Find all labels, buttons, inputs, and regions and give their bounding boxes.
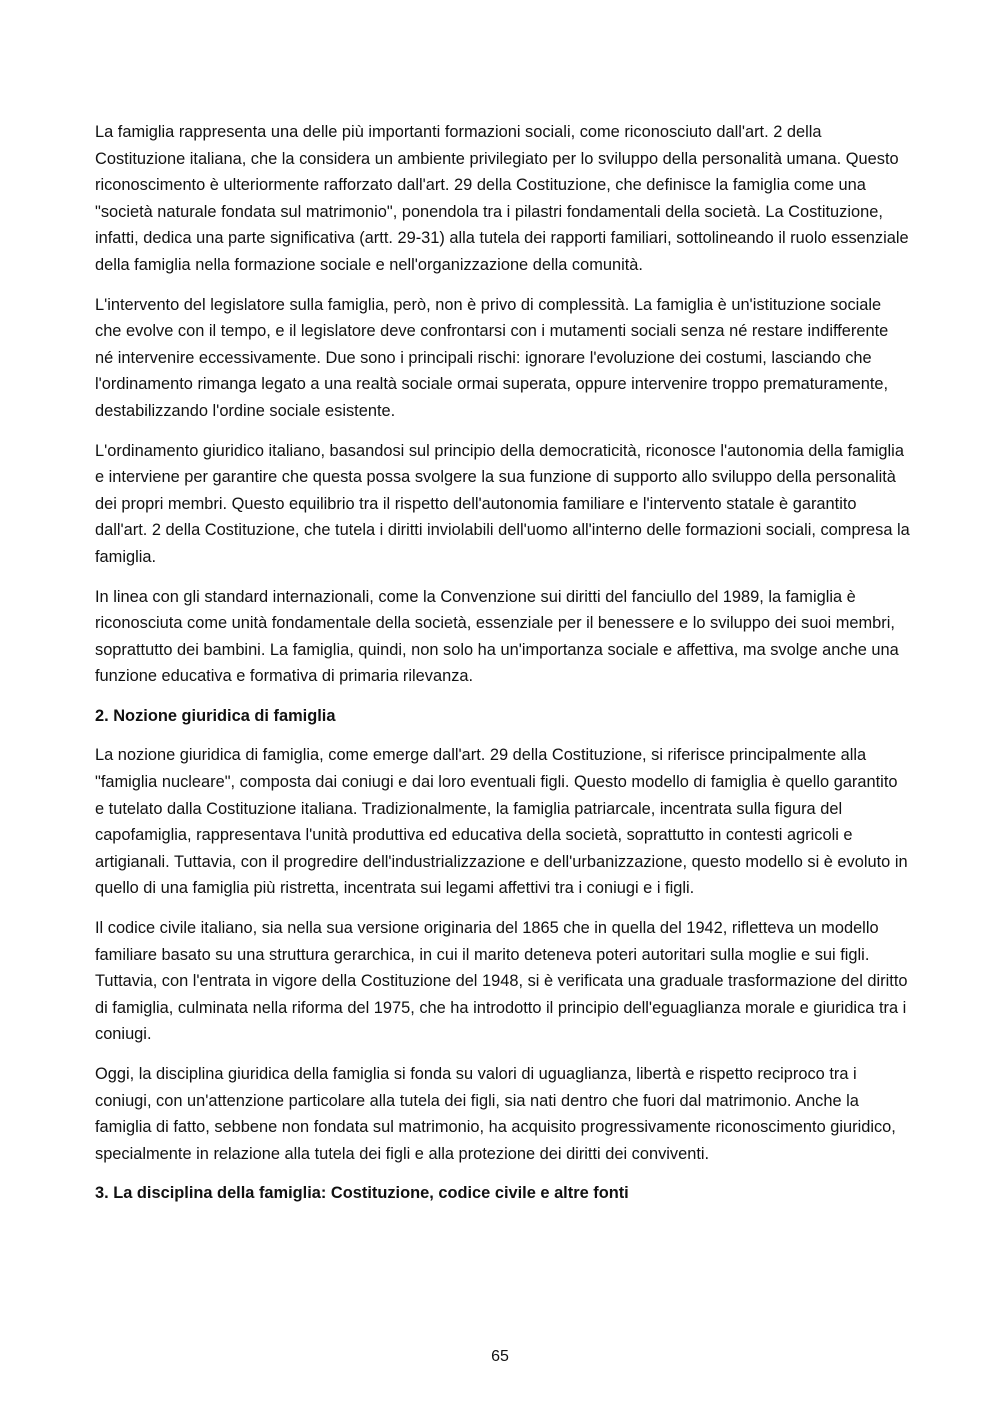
section-2-heading: 2. Nozione giuridica di famiglia	[95, 706, 336, 725]
document-body	[95, 119, 910, 1220]
intro-paragraph-3: L'ordinamento giuridico italiano, basandosi sul principio della democraticità, riconosce l'autonomia della famiglia e interviene per garantire che questa possa svolgere la sua funzione di supporto allo sviluppo della personalità dei propri membri. Questo equilibrio tra il rispetto dell'autonomia familiare e l'intervento statale è garantito dall'art. 2 della Costituzione, che tutela i diritti inviolabili dell'uomo all'interno delle formazioni sociali, compresa la famiglia.	[95, 441, 910, 566]
intro-paragraph-1: La famiglia rappresenta una delle più importanti formazioni sociali, come riconosciuto dall'art. 2 della Costituzione italiana, che la considera un ambiente privilegiato per lo sviluppo della personalità umana. Questo riconoscimento è ulteriormente rafforzato dall'art. 29 della Costituzione, che definisce la famiglia come una "società naturale fondata sul matrimonio", ponendola tra i pilastri fondamentali della società. La Costituzione, infatti, dedica una parte significativa (artt. 29-31) alla tutela dei rapporti familiari, sottolineando il ruolo essenziale della famiglia nella formazione sociale e nell'organizzazione della comunità.	[95, 123, 909, 274]
section-3-heading: 3. La disciplina della famiglia: Costituzione, codice civile e altre fonti	[95, 1184, 629, 1203]
intro-paragraph-4: In linea con gli standard internazionali, come la Convenzione sui diritti del fanciullo del 1989, la famiglia è riconosciuta come unità fondamentale della società, essenziale per il benessere e lo sviluppo dei suoi membri, soprattutto dei bambini. La famiglia, quindi, non solo ha un'importanza sociale e affettiva, ma svolge anche una funzione educativa e formativa di primaria rilevanza.	[95, 587, 899, 686]
intro-paragraph-2: L'intervento del legislatore sulla famiglia, però, non è privo di complessità. La famiglia è un'istituzione sociale che evolve con il tempo, e il legislatore deve confrontarsi con i mutamenti sociali senza né restare indifferente né intervenire eccessivamente. Due sono i principali rischi: ignorare l'evoluzione dei costumi, lasciando che l'ordinamento rimanga legato a una realtà sociale ormai superata, oppure intervenire troppo prematuramente, destabilizzando l'ordine sociale esistente.	[95, 295, 889, 420]
section-2-paragraph-1: La nozione giuridica di famiglia, come emerge dall'art. 29 della Costituzione, si riferisce principalmente alla "famiglia nucleare", composta dai coniugi e dai loro eventuali figli. Questo modello di famiglia è quello garantito e tutelato dalla Costituzione italiana. Tradizionalmente, la famiglia patriarcale, incentrata sulla figura del capofamiglia, rappresentava l'unità produttiva ed educativa della società, soprattutto in contesti agricoli e artigianali. Tuttavia, con il progredire dell'industrializzazione e dell'urbanizzazione, questo modello si è evoluto in quello di una famiglia più ristretta, incentrata sui legami affettivi tra i coniugi e i figli.	[95, 746, 908, 898]
section-2-paragraph-3: Oggi, la disciplina giuridica della famiglia si fonda su valori di uguaglianza, libertà e rispetto reciproco tra i coniugi, con un'attenzione particolare alla tutela dei figli, sia nati dentro che fuori dal matrimonio. Anche la famiglia di fatto, sebbene non fondata sul matrimonio, ha acquisito progressivamente riconoscimento giuridico, specialmente in relazione alla tutela dei figli e alla protezione dei diritti dei conviventi.	[95, 1065, 896, 1163]
page-number: 65	[491, 1348, 509, 1365]
section-2-paragraph-2: Il codice civile italiano, sia nella sua versione originaria del 1865 che in quella del 1942, rifletteva un modello familiare basato su una struttura gerarchica, in cui il marito deteneva poteri autoritari sulla moglie e sui figli. Tuttavia, con l'entrata in vigore della Costituzione del 1948, si è verificata una graduale trasformazione del diritto di famiglia, culminata nella riforma del 1975, che ha introdotto il principio dell'eguaglianza morale e giuridica tra i coniugi.	[95, 919, 908, 1044]
